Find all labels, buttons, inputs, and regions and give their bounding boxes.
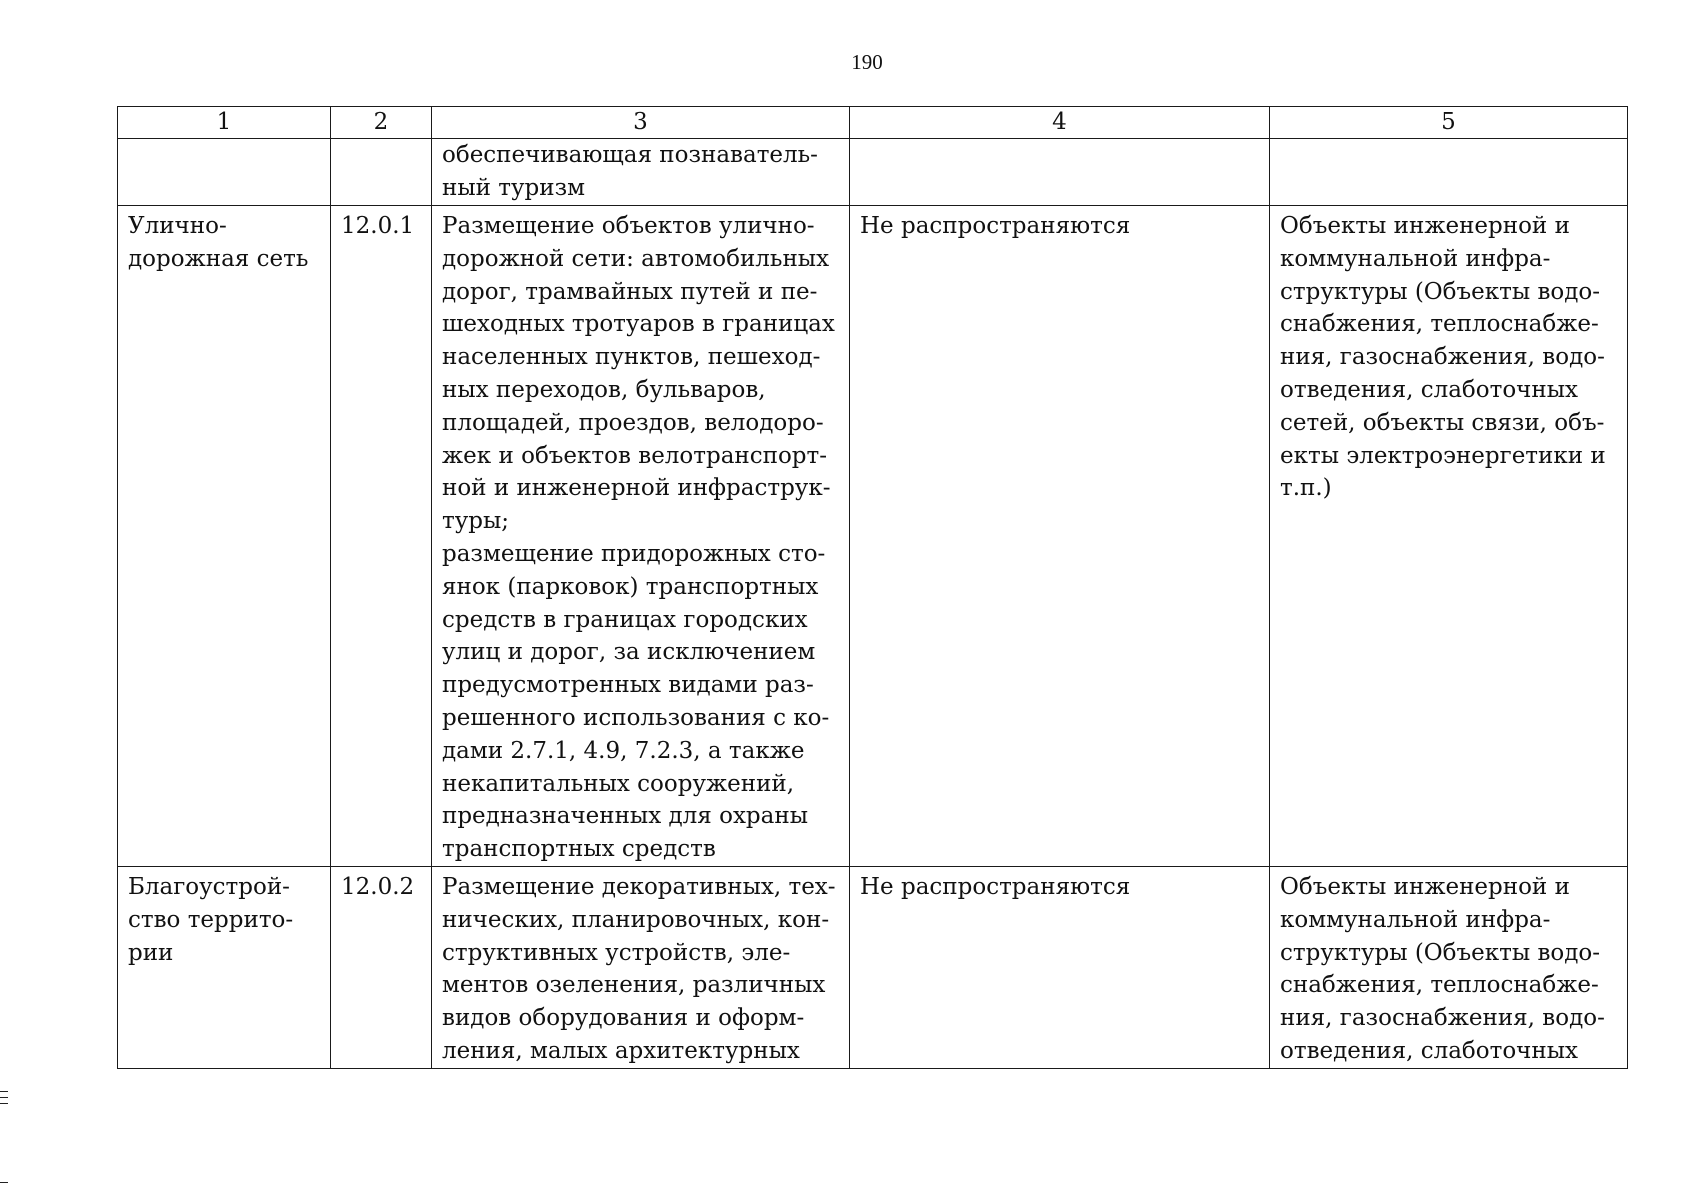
limits-cell [850,139,1270,206]
page-number: 190 [851,50,883,74]
table-row-continuation [118,139,1628,206]
land-use-name-cell: Улично- дорожная сеть [118,206,331,867]
column-header: 2 [331,107,432,139]
land-use-code-cell: 12.0.2 [331,867,432,1069]
column-header: 1 [118,107,331,139]
land-use-name-cell: Благоустрой- ство террито- рии [118,867,331,1069]
limits-cell: Не распространяются [850,867,1270,1069]
land-use-description-cell: Размещение объектов улично- дорожной сети: автомобильных дорог, трамвайных путей и пе- шеходных тротуаров в границах населенных пунктов, пешеход- ных переходов, бульваров, площадей, проездов, велодоро- жек и объектов велотранспорт- ной и инженерной инфраструк- туры; размещение придорожных сто- янок (парковок) транспортных средств в границах городских улиц и дорог, за исключением предусмотренных видами раз- решенного использования с ко- дами 2.7.1, 4.9, 7.2.3, а также некапитальных сооружений, предназначенных для охраны транспортных средств [432,206,850,867]
land-use-name-cell [118,139,331,206]
auxiliary-uses-cell: Объекты инженерной и коммунальной инфра- структуры (Объекты водо- снабжения, теплоснабже- ния, газоснабжения, водо- отведения, слаботочных сетей, объекты связи, объ- екты электроэнергетики и т.п.) [1270,206,1628,867]
land-use-description-cell: обеспечивающая познаватель- ный туризм [432,139,850,206]
column-header: 3 [432,107,850,139]
margin-mark [0,1103,8,1104]
column-header: 5 [1270,107,1628,139]
table-row [118,867,1628,1069]
auxiliary-uses-cell: Объекты инженерной и коммунальной инфра- структуры (Объекты водо- снабжения, теплоснабже- ния, газоснабжения, водо- отведения, слаботочных [1270,867,1628,1069]
margin-mark [0,1182,8,1183]
auxiliary-uses-cell [1270,139,1628,206]
land-use-description-cell: Размещение декоративных, тех- нических, планировочных, кон- структивных устройств, эле- ментов озеленения, различных видов оборудования и оформ- ления, малых архитектурных [432,867,850,1069]
table-header-row [118,107,1628,139]
land-use-code-cell [331,139,432,206]
table-row [118,206,1628,867]
column-header: 4 [850,107,1270,139]
margin-mark [0,1091,8,1092]
margin-mark [0,1097,8,1098]
land-use-table [117,106,1628,1069]
land-use-code-cell: 12.0.1 [331,206,432,867]
limits-cell: Не распространяются [850,206,1270,867]
